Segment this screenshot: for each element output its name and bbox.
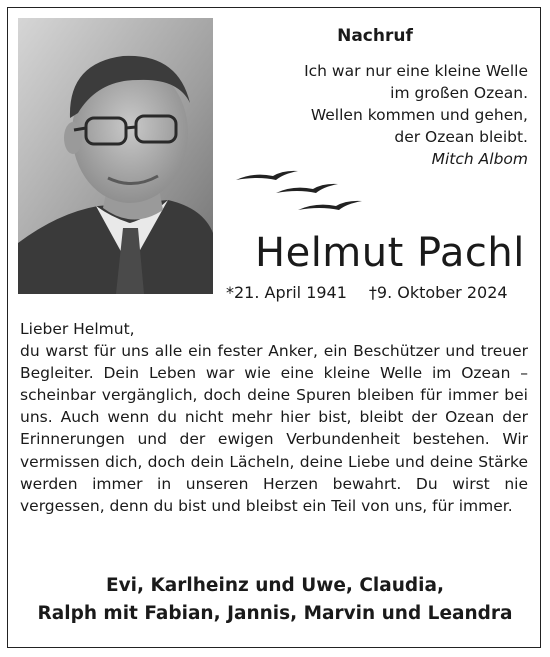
poem-author: Mitch Albom xyxy=(431,150,528,168)
poem xyxy=(304,60,528,170)
message-text: du warst für uns alle ein fester Anker, ein Beschützer und treuer Begleiter. Dein Leben war wie eine kleine Welle im Ozean – scheinbar vergänglich, doch deine Spuren bleiben für immer bei uns. Auch wenn du nicht mehr hier bist, bleibt der Ozean der Erinnerungen und der ewigen Verbundenheit bestehen. Wir vermissen dich, doch dein Lächeln, deine Liebe und deine Stärke werden immer in unseren Herzen bewahrt. Du wirst nie vergessen, denn du bist und bleibst ein Teil von uns, für immer. xyxy=(20,342,528,515)
family-line: Evi, Karlheinz und Uwe, Claudia, xyxy=(105,575,445,596)
farewell-message xyxy=(20,318,528,517)
poem-line: Wellen kommen und gehen, xyxy=(310,106,528,124)
family-line: Ralph mit Fabian, Jannis, Marvin und Leandra xyxy=(37,603,513,624)
greeting: Lieber Helmut, xyxy=(20,320,135,338)
seagulls-icon xyxy=(228,160,388,220)
death-date: †9. Oktober 2024 xyxy=(368,283,508,302)
family-signature xyxy=(15,572,535,628)
poem-line: im großen Ozean. xyxy=(390,84,528,102)
poem-heading: Nachruf xyxy=(337,26,413,46)
deceased-name: Helmut Pachl xyxy=(255,230,525,276)
poem-line: Ich war nur eine kleine Welle xyxy=(304,62,528,80)
birth-date: *21. April 1941 xyxy=(226,283,347,302)
life-dates xyxy=(226,283,508,302)
portrait-photo xyxy=(18,18,213,294)
poem-line: der Ozean bleibt. xyxy=(394,128,528,146)
